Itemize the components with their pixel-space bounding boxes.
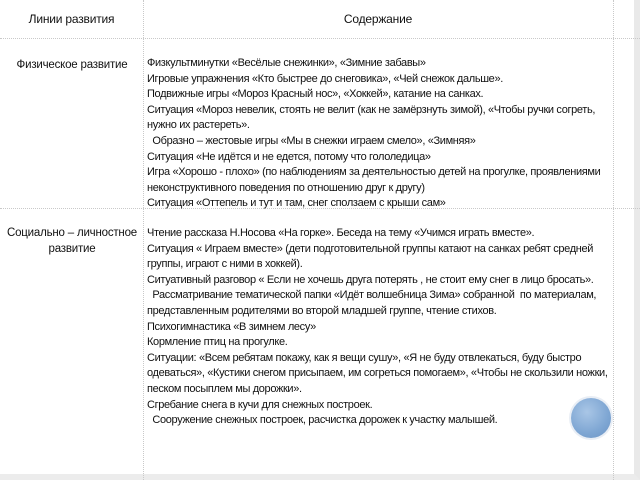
content-line: Рассматривание тематической папки «Идёт волшебница Зима» собранной по материалам, представленным родителями во второй младшей группе, чтение стихов.	[147, 289, 599, 317]
content-line: Игра «Хорошо - плохо» (по наблюдениям за деятельностью детей на прогулке, проявлениями неконструктивного поведения по отношению друг к другу)	[147, 166, 601, 194]
content-line: Сгребание снега в кучи для снежных построек.	[147, 398, 373, 411]
header-divider	[0, 38, 640, 39]
row-content-social	[147, 226, 609, 429]
content-line: Ситуация « Играем вместе» (дети подготовительной группы катают на санках ребят средней группы, играют с ними в хоккей).	[147, 242, 594, 271]
content-line: Чтение рассказа Н.Носова «На горке». Беседа на тему «Учимся играть вместе».	[147, 227, 535, 239]
content-line: Игровые упражнения «Кто быстрее до снеговика», «Чей снежок дальше».	[147, 72, 503, 85]
content-line: Психогимнастика «В зимнем лесу»	[147, 320, 316, 333]
row-title-social: Социально – личностное развитие	[7, 227, 137, 255]
content-line: Ситуация «Оттепель и тут и там, снег сползаем с крыши сам»	[147, 197, 446, 210]
content-line: Ситуация «Не идётся и не едется, потому что гололедица»	[147, 150, 431, 163]
row-content-physical	[147, 56, 609, 212]
decorative-circle	[571, 398, 611, 438]
content-line: Физкультминутки «Весёлые снежинки», «Зимние забавы»	[147, 57, 426, 69]
column-header-content: Содержание	[343, 12, 413, 26]
row-title-physical: Физическое развитие	[16, 59, 128, 71]
content-line: Сооружение снежных построек, расчистка дорожек к участку малышей.	[147, 414, 498, 427]
content-line: Подвижные игры «Мороз Красный нос», «Хоккей», катание на санках.	[147, 88, 484, 101]
content-line: Ситуация «Мороз невелик, стоять не велит (как не замёрзнуть зимой), «Чтобы ручки согреть, нужно их растереть».	[147, 103, 596, 132]
content-line: Образно – жестовые игры «Мы в снежки играем смело», «Зимняя»	[147, 134, 476, 147]
content-line: Кормление птиц на прогулке.	[147, 336, 288, 349]
column-header-lines: Линии развития	[28, 12, 115, 26]
content-line: Ситуации: «Всем ребятам покажу, как я вещи сушу», «Я не буду отвлекаться, буду быстро одеваться», «Кустики снегом присыпаем, им согреться помогаем», «Чтобы не скользили ножки, песком посыплем мы дорожки».	[147, 351, 608, 395]
column-divider	[143, 0, 144, 480]
content-line: Ситуативный разговор « Если не хочешь друга потерять , не стоит ему снег в лицо бросать».	[147, 273, 594, 286]
table-right-border	[613, 0, 614, 480]
